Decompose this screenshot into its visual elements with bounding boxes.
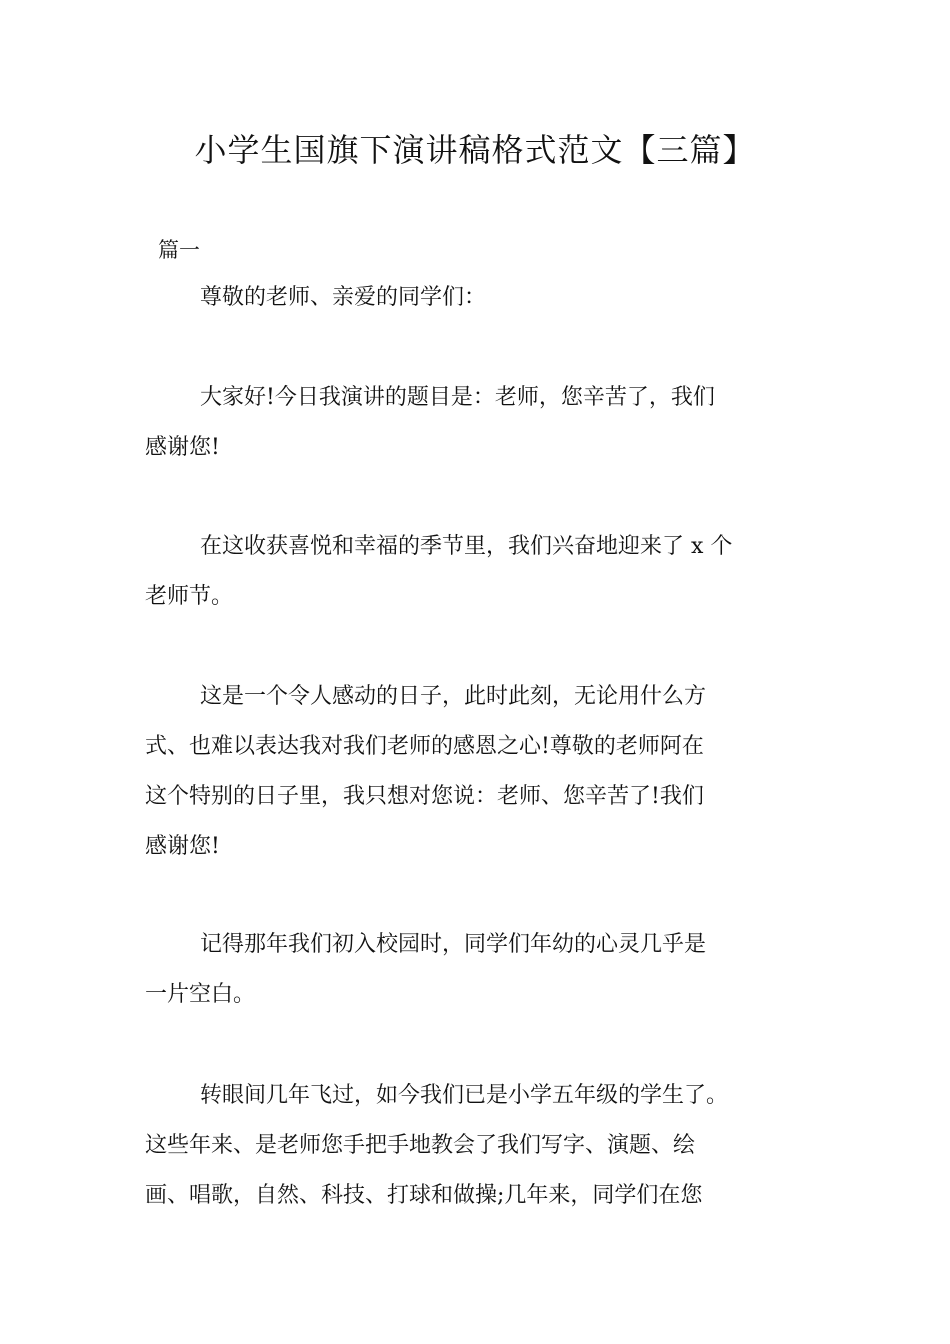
paragraph-salutation xyxy=(145,273,825,323)
paragraph-line: 画、唱歌，自然、科技、打球和做操;几年来，同学们在您 xyxy=(145,1183,703,1208)
paragraph-line: 老师节。 xyxy=(145,584,234,609)
paragraph-line: 一片空白。 xyxy=(145,982,256,1007)
paragraph-line: 式、也难以表达我对我们老师的感恩之心!尊敬的老师阿在 xyxy=(145,734,704,759)
paragraph-line: 这个特别的日子里，我只想对您说：老师、您辛苦了!我们 xyxy=(145,784,704,809)
paragraph-season xyxy=(145,522,825,622)
paragraph-line: 记得那年我们初入校园时，同学们年幼的心灵几乎是 xyxy=(200,932,707,957)
paragraph-years xyxy=(145,1071,825,1221)
paragraph-line: 这些年来、是老师您手把手地教会了我们写字、演题、绘 xyxy=(145,1133,696,1158)
paragraph-line: 尊敬的老师、亲爱的同学们： xyxy=(200,285,487,310)
paragraph-line: 感谢您! xyxy=(145,435,220,460)
paragraph-line: 这是一个令人感动的日子，此时此刻，无论用什么方 xyxy=(200,684,707,709)
section-label: 篇一 xyxy=(158,238,200,262)
paragraph-line: 感谢您! xyxy=(145,834,220,859)
paragraph-line: 大家好!今日我演讲的题目是：老师，您辛苦了，我们 xyxy=(200,385,715,410)
paragraph-line: 转眼间几年飞过，如今我们已是小学五年级的学生了。 xyxy=(200,1083,729,1108)
document-title: 小学生国旗下演讲稿格式范文【三篇】 xyxy=(194,131,756,169)
paragraph-gratitude xyxy=(145,672,825,872)
paragraph-memory xyxy=(145,920,825,1020)
paragraph-greeting xyxy=(145,373,825,473)
paragraph-line: 在这收获喜悦和幸福的季节里，我们兴奋地迎来了 x 个 xyxy=(200,534,733,559)
